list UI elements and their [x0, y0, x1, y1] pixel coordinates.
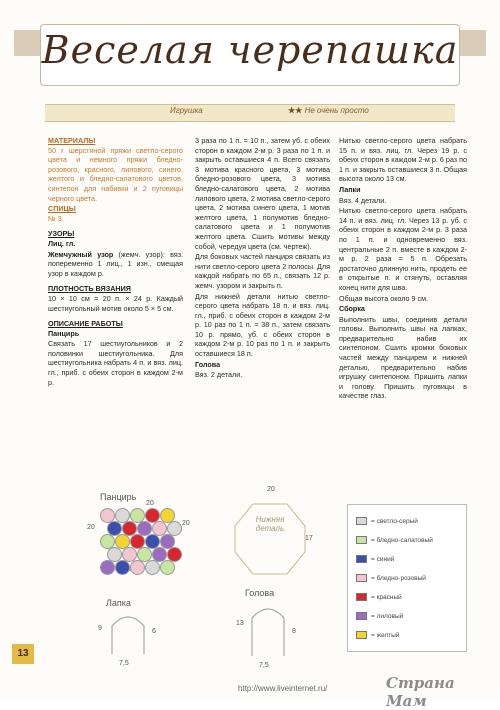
difficulty-stars: ★★ [288, 106, 303, 115]
paws-count: Вяз. 4 детали. [339, 195, 387, 205]
paw-dim-left: 9 [98, 625, 102, 632]
page-title: Веселая черепашка [41, 28, 459, 72]
materials-heading: МАТЕРИАЛЫ [48, 136, 96, 145]
legend-label: = светло-серый [371, 518, 418, 525]
density-heading: ПЛОТНОСТЬ ВЯЗАНИЯ [48, 284, 131, 294]
legend-label: = желтый [371, 632, 400, 639]
legend-label: = бледно-салатовый [371, 537, 433, 544]
pattern-seed: Жемчужный узор (жемч. узор): вяз. попеременно 1 лиц., 1 изн., смещая узор в каждом р. [48, 249, 183, 278]
legend-item [356, 574, 426, 584]
assembly-text: Выполнить швы, соединив детали головы. Выполнить швы на лапках, предварительно набив их синтепоном. Сшить кромки боковых частей между панцирем и нижней деталью, предварительно набив игрушку синтепоном. Пришить лапки и голову. Пришить пуговицы в качестве глаз. [339, 314, 467, 401]
head-outline [248, 602, 288, 658]
banner-tab-right [456, 30, 486, 56]
patterns-heading: УЗОРЫ [48, 229, 75, 239]
density-text: 10 × 10 см = 20 п. × 24 р. Каждый шестиугольный мотив около 5 × 5 см. [48, 293, 183, 313]
paw-outline [108, 610, 148, 656]
category-label: Игрушка [170, 106, 203, 115]
footer-url: http://www.liveinternet.ru/ [238, 684, 328, 693]
paw-dim-right: 6 [152, 628, 156, 635]
hex-motif [160, 560, 175, 575]
text-column-1 [48, 136, 183, 388]
difficulty-label [288, 106, 369, 115]
head-dim-left: 13 [236, 620, 244, 627]
legend-label: = лиловый [371, 613, 404, 620]
legend-item [356, 555, 394, 565]
legend-swatch [356, 536, 367, 544]
head-heading: Голова [195, 359, 221, 369]
paw-dim-bottom: 7,5 [119, 660, 129, 667]
head-dim-right: 8 [292, 628, 296, 635]
paws-height: Общая высота около 9 см. [339, 293, 429, 303]
legend-swatch [356, 631, 367, 639]
paws-heading: Лапки [339, 184, 361, 194]
needles-text: № 3. [48, 213, 64, 223]
head-text: Вяз. 2 детали. [195, 370, 243, 380]
legend-item [356, 593, 402, 603]
motifs-text: 3 раза по 1 п. = 10 п., затем уб. с обеих сторон в каждом 2-м р. 3 раза по 1 п. и закрыть оставшиеся 4 п. Всего связать 3 мотива красного цвета, 3 мотива бледно-розового цвета, 3 мотива бледно-салатового цвета, 2 мотива лилового цвета, 2 мотива светло-серого цвета, 2 мотива синего цвета, 1 мотив желтого цвета, 1 полумотив бледно-салатового цвета и 1 полумотив желтого цвета. Сшить мотивы между собой, чередуя цвета (см. чертеж). [195, 136, 330, 251]
legend-swatch [356, 555, 367, 563]
legend-swatch [356, 612, 367, 620]
page-number: 13 [12, 644, 34, 664]
head-cont-text: Нитью светло-серого цвета набрать 15 п. и вяз. лиц. гл. Через 19 р. с обеих сторон в каждом 2-м р. 6 раз по 1 п. и закрыть оставшиеся 3 п. Общая высота около 13 см. [339, 136, 467, 184]
paws-text: Нитью светло-серого цвета набрать 14 п. и вяз. лиц. гл. Через 13 р. уб. с обеих сторон в каждом 2-м р. 3 раза по 1 п. и одновременно вяз. центральные 2 п. вместе в каждом 2-м р. 2 раза = 5 п. Обрезать достаточно длинную нить, продеть ее в открытые п. и стянуть, оставляя конец нити для шва. [339, 206, 467, 292]
bottom-text: Для нижней детали нитью светло-серого цвета набрать 18 п. и вяз. лиц. гл., приб. с обеих сторон в каждом 2-м р. 10 раз по 1 п. = 38 п., затем связать 10 р. прямо, уб. с обеих сторон в каждом 2-м р. 10 раз по 1 п. и закрыть оставшиеся 18 п. [195, 291, 330, 359]
legend-label: = бледно-розовый [371, 575, 426, 582]
hex-motif [145, 560, 160, 575]
bottom-piece-label: Нижняя деталь [255, 515, 285, 533]
legend-item [356, 517, 418, 527]
legend-swatch [356, 593, 367, 601]
shell-text: Связать 17 шестиугольников и 2 половинки шестиугольника. Для шестиугольника набрать 4 п. и вяз. лиц. гл., приб. с обеих сторон в каждом 2-м р. [48, 339, 183, 387]
shell-dim-top: 20 [146, 500, 154, 507]
legend-item [356, 612, 403, 622]
legend-label: = красный [371, 594, 402, 601]
footer-logo: Страна Мам [386, 674, 455, 710]
meta-strip [45, 104, 455, 122]
hex-motif [100, 560, 115, 575]
color-legend [347, 504, 467, 652]
shell-dim-left: 20 [87, 524, 95, 531]
head-diagram-label: Голова [245, 588, 275, 598]
paw-diagram-label: Лапка [106, 598, 131, 608]
shell-dim-right: 20 [182, 520, 190, 527]
text-column-2 [195, 136, 330, 381]
bottom-dim-top: 20 [267, 486, 275, 493]
legend-swatch [356, 517, 367, 525]
shell-heading: Панцирь [48, 328, 80, 338]
legend-item [356, 631, 399, 641]
materials-text: 50 г шерстяной пряжи светло-серого цвета и немного пряжи бледно-розового, красного, лилового, синего, желтого и бледно-салатового цветов, синтепон для набивки и 2 пуговицы черного цвета. [48, 145, 183, 203]
legend-item [356, 536, 433, 546]
shell-diagram-label: Панцирь [100, 492, 137, 502]
bottom-piece-outline [225, 490, 315, 590]
bottom-dim-right: 17 [305, 535, 313, 542]
assembly-heading: Сборка [339, 304, 365, 314]
head-dim-bottom: 7,5 [259, 662, 269, 669]
hex-motif [115, 560, 130, 575]
legend-swatch [356, 574, 367, 582]
hex-motif [130, 560, 145, 575]
difficulty-text: Не очень просто [304, 106, 369, 115]
work-heading: ОПИСАНИЕ РАБОТЫ [48, 319, 123, 329]
text-column-3 [339, 136, 467, 402]
needles-heading: СПИЦЫ [48, 204, 76, 214]
pattern-stockinette: Лиц. гл. [48, 238, 76, 248]
legend-label: = синий [371, 556, 395, 563]
sides-text: Для боковых частей панциря связать из нити светло-серого цвета 2 полосы. Для каждой набрать по 65 п., связать 12 р. жемч. узором и закрыть п. [195, 252, 330, 290]
